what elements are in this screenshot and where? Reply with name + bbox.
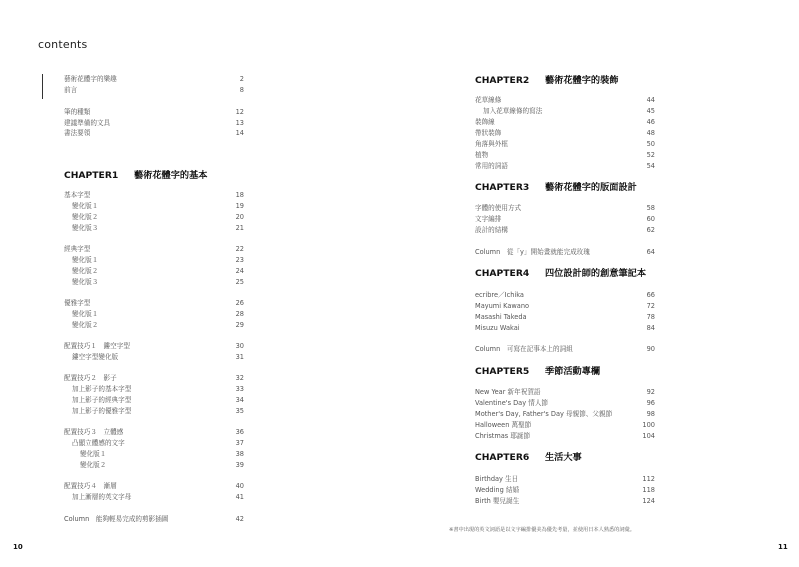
footnote: ※書中出現的英文詞語是以文字編排優美為優先考量，並使用日本人熟悉的詞彙。 — [449, 527, 635, 533]
toc-entry — [475, 203, 655, 214]
toc-entry-label: 基本字型 — [64, 191, 91, 199]
toc-entry-page: 14 — [235, 129, 244, 137]
toc-entry-page: 8 — [239, 86, 244, 94]
toc-entry-page: 92 — [646, 388, 655, 396]
toc-entry — [475, 323, 655, 334]
toc-entry-label: 加上影子的經典字型 — [72, 396, 132, 404]
toc-entry-label: 經典字型 — [64, 245, 91, 253]
toc-entry-page: 72 — [646, 302, 655, 310]
toc-entry — [64, 449, 244, 460]
toc-entry — [64, 373, 244, 384]
toc-entry — [475, 496, 655, 507]
toc-entry-label: ecribre／Ichika — [475, 291, 524, 299]
toc-entry — [64, 352, 244, 363]
toc-entry-label: 配置技巧１ 鏤空字型 — [64, 342, 130, 350]
toc-entry-label: Column 可寫在記事本上的詞組 — [475, 345, 573, 353]
toc-entry-page: 24 — [235, 267, 244, 275]
toc-entry-page: 19 — [235, 202, 244, 210]
toc-entry-label: Wedding 結婚 — [475, 486, 520, 494]
toc-entry-page: 40 — [235, 482, 244, 490]
toc-entry-page: 78 — [646, 313, 655, 321]
toc-entry-label: 優雅字型 — [64, 299, 91, 307]
toc-entry-page: 118 — [642, 486, 655, 494]
chapter-title: 生活大事 — [545, 452, 582, 463]
toc-entry-label: 藝術花體字的樂趣 — [64, 75, 117, 83]
chapter-number: CHAPTER5 — [475, 366, 530, 377]
toc-entry — [475, 106, 655, 117]
toc-entry-label: 變化版３ — [72, 224, 99, 232]
toc-entry-page: 36 — [235, 428, 244, 436]
toc-entry-label: 變化版２ — [72, 267, 99, 275]
page-number-right: 11 — [778, 543, 788, 551]
toc-entry-label: 前言 — [64, 86, 78, 94]
toc-entry-page: 58 — [646, 204, 655, 212]
toc-entry — [64, 481, 244, 492]
page-number-left: 10 — [13, 543, 23, 551]
toc-entry — [475, 409, 655, 420]
toc-entry-label: 字體的使用方式 — [475, 204, 522, 212]
toc-entry-page: 29 — [235, 321, 244, 329]
toc-entry-label: Misuzu Wakai — [475, 324, 520, 332]
toc-entry-label: Halloween 萬聖節 — [475, 421, 532, 429]
toc-entry — [64, 438, 244, 449]
chapter-number: CHAPTER6 — [475, 452, 530, 463]
toc-entry-label: Column 能夠輕易完成的剪影插圖 — [64, 515, 169, 523]
toc-entry-label: 配置技巧４ 漸層 — [64, 482, 117, 490]
toc-entry-page: 84 — [646, 324, 655, 332]
toc-entry — [64, 298, 244, 309]
toc-entry-page: 90 — [646, 345, 655, 353]
toc-entry-page: 31 — [235, 353, 244, 361]
toc-entry-page: 13 — [235, 119, 244, 127]
toc-entry-page: 60 — [646, 215, 655, 223]
toc-entry-page: 34 — [235, 396, 244, 404]
toc-entry-page: 35 — [235, 407, 244, 415]
toc-entry-page: 20 — [235, 213, 244, 221]
page-title: contents — [38, 38, 88, 51]
toc-entry-page: 33 — [235, 385, 244, 393]
toc-entry-label: 書法要領 — [64, 129, 91, 137]
toc-entry-page: 98 — [646, 410, 655, 418]
toc-entry — [64, 244, 244, 255]
toc-entry-label: 鏤空字型變化版 — [72, 353, 119, 361]
toc-entry — [475, 117, 655, 128]
toc-entry-page: 2 — [239, 75, 244, 83]
toc-entry-label: 植物 — [475, 151, 489, 159]
toc-entry — [475, 301, 655, 312]
toc-entry-page: 44 — [646, 96, 655, 104]
toc-entry-label: 角落與外框 — [475, 140, 508, 148]
toc-entry — [64, 255, 244, 266]
toc-entry — [475, 474, 655, 485]
toc-entry-page: 62 — [646, 226, 655, 234]
toc-entry-label: New Year 新年祝賀語 — [475, 388, 541, 396]
toc-entry-label: 加上影子的優雅字型 — [72, 407, 132, 415]
toc-entry — [475, 344, 655, 355]
toc-entry-page: 32 — [235, 374, 244, 382]
toc-entry-page: 38 — [235, 450, 244, 458]
toc-entry-page: 112 — [642, 475, 655, 483]
toc-entry — [64, 128, 244, 139]
toc-entry — [475, 150, 655, 161]
toc-entry — [64, 74, 244, 85]
divider-line — [42, 74, 43, 99]
toc-entry-label: 裝飾線 — [475, 118, 495, 126]
toc-entry — [475, 128, 655, 139]
toc-entry — [64, 427, 244, 438]
toc-entry-page: 48 — [646, 129, 655, 137]
toc-entry — [475, 247, 655, 258]
toc-entry-label: Valentine's Day 情人節 — [475, 399, 549, 407]
toc-entry — [475, 161, 655, 172]
toc-entry — [64, 395, 244, 406]
toc-entry-page: 54 — [646, 162, 655, 170]
toc-entry — [64, 190, 244, 201]
chapter-number: CHAPTER4 — [475, 268, 530, 279]
toc-entry-label: 建議準備的文具 — [64, 119, 111, 127]
toc-entry-label: Column 從「y」開始畫就能完成玫瑰 — [475, 248, 590, 256]
toc-entry-label: 加入花草線條的寫法 — [483, 107, 543, 115]
toc-entry — [475, 431, 655, 442]
toc-entry-label: 設計的結構 — [475, 226, 508, 234]
chapter-title: 季節活動專欄 — [545, 366, 601, 377]
toc-entry-page: 25 — [235, 278, 244, 286]
toc-entry — [64, 277, 244, 288]
toc-entry-label: 配置技巧３ 立體感 — [64, 428, 124, 436]
toc-entry — [64, 201, 244, 212]
toc-entry-label: 加上影子的基本字型 — [72, 385, 132, 393]
toc-entry — [475, 485, 655, 496]
toc-entry-page: 12 — [235, 108, 244, 116]
toc-entry-page: 100 — [642, 421, 655, 429]
toc-entry-label: 常用的詞語 — [475, 162, 508, 170]
toc-entry-label: Birth 嬰兒誕生 — [475, 497, 520, 505]
toc-entry-page: 39 — [235, 461, 244, 469]
toc-entry-label: 變化版２ — [80, 461, 107, 469]
toc-entry-label: 變化版３ — [72, 278, 99, 286]
toc-entry-label: Mother's Day, Father's Day 母親節、父親節 — [475, 410, 613, 418]
toc-entry — [475, 387, 655, 398]
toc-entry-label: 文字編排 — [475, 215, 502, 223]
toc-entry — [475, 290, 655, 301]
toc-entry — [64, 514, 244, 525]
toc-entry-label: 帶狀裝飾 — [475, 129, 502, 137]
toc-entry — [475, 95, 655, 106]
toc-entry — [64, 406, 244, 417]
toc-entry-label: Christmas 耶誕節 — [475, 432, 531, 440]
toc-entry-page: 45 — [646, 107, 655, 115]
chapter-title: 藝術花體字的版面設計 — [545, 182, 637, 193]
chapter-number: CHAPTER2 — [475, 75, 530, 86]
chapter-title: 四位設計師的創意筆記本 — [545, 268, 647, 279]
toc-entry-page: 26 — [235, 299, 244, 307]
toc-entry — [64, 320, 244, 331]
toc-entry — [64, 107, 244, 118]
toc-entry-page: 46 — [646, 118, 655, 126]
toc-entry — [64, 492, 244, 503]
toc-entry — [64, 212, 244, 223]
toc-entry-label: 凸顯立體感的文字 — [72, 439, 125, 447]
toc-entry — [64, 384, 244, 395]
toc-entry-page: 23 — [235, 256, 244, 264]
toc-entry — [64, 309, 244, 320]
toc-entry-page: 37 — [235, 439, 244, 447]
toc-entry-label: 變化版２ — [72, 213, 99, 221]
toc-entry-label: 加上漸層的英文字母 — [72, 493, 132, 501]
toc-entry-label: 變化版２ — [72, 321, 99, 329]
toc-entry-page: 21 — [235, 224, 244, 232]
toc-entry-label: Masashi Takeda — [475, 313, 527, 321]
toc-entry — [64, 85, 244, 96]
toc-entry — [64, 341, 244, 352]
toc-entry-label: 變化版１ — [72, 202, 99, 210]
toc-entry-label: 配置技巧２ 影子 — [64, 374, 117, 382]
toc-entry-label: 變化版１ — [80, 450, 107, 458]
toc-entry — [475, 398, 655, 409]
chapter-title: 藝術花體字的裝飾 — [545, 75, 619, 86]
chapter-title: 藝術花體字的基本 — [134, 170, 208, 181]
toc-entry-label: Birthday 生日 — [475, 475, 519, 483]
toc-entry-page: 42 — [235, 515, 244, 523]
toc-entry-label: 變化版１ — [72, 310, 99, 318]
toc-entry — [475, 312, 655, 323]
toc-entry-page: 124 — [642, 497, 655, 505]
toc-entry-label: 花草線條 — [475, 96, 502, 104]
toc-entry-page: 41 — [235, 493, 244, 501]
toc-entry-page: 96 — [646, 399, 655, 407]
toc-entry-page: 66 — [646, 291, 655, 299]
toc-entry-label: 筆的種類 — [64, 108, 91, 116]
chapter-number: CHAPTER3 — [475, 182, 530, 193]
toc-entry-page: 50 — [646, 140, 655, 148]
toc-entry — [64, 266, 244, 277]
toc-entry-page: 30 — [235, 342, 244, 350]
toc-entry-label: Mayumi Kawano — [475, 302, 530, 310]
toc-entry-page: 18 — [235, 191, 244, 199]
chapter-number: CHAPTER1 — [64, 170, 119, 181]
toc-entry-page: 28 — [235, 310, 244, 318]
toc-entry-page: 104 — [642, 432, 655, 440]
toc-entry-page: 64 — [646, 248, 655, 256]
toc-entry — [64, 460, 244, 471]
toc-entry — [64, 223, 244, 234]
toc-entry — [475, 139, 655, 150]
toc-entry — [475, 225, 655, 236]
toc-entry-page: 22 — [235, 245, 244, 253]
toc-entry-page: 52 — [646, 151, 655, 159]
toc-entry — [475, 214, 655, 225]
toc-entry — [475, 420, 655, 431]
toc-entry-label: 變化版１ — [72, 256, 99, 264]
